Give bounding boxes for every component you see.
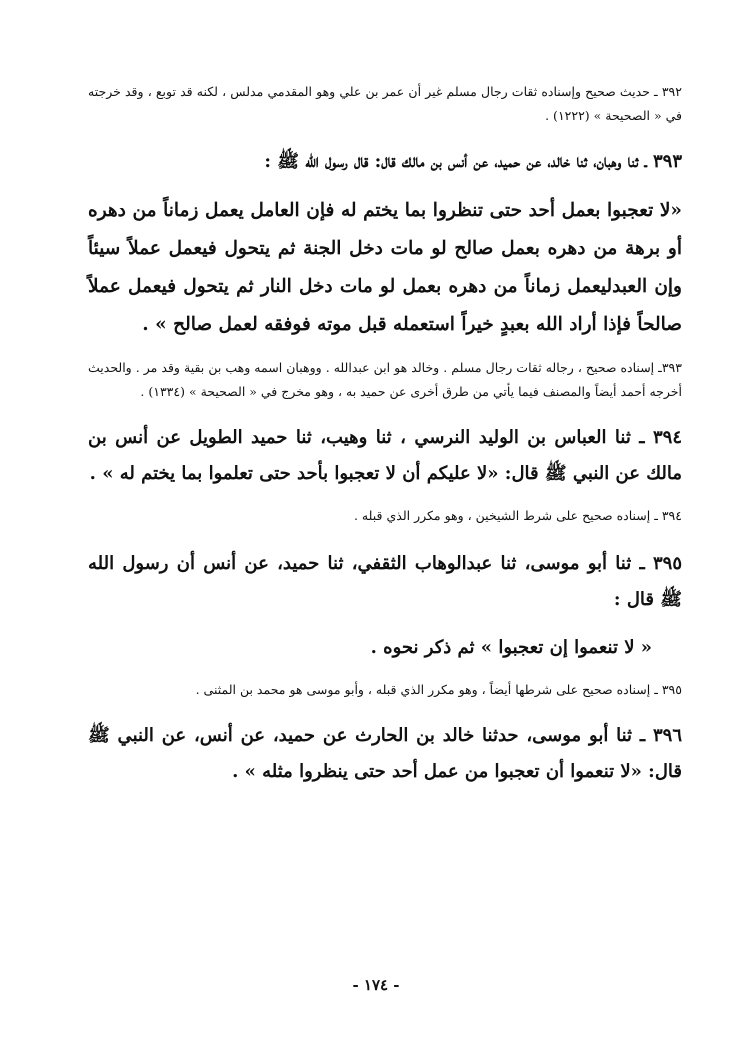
page-body xyxy=(88,80,682,802)
page-number: - ١٧٤ - xyxy=(352,976,400,994)
hadith-395-text-inner: « لا تنعموا إن تعجبوا » ثم ذكر نحوه . xyxy=(370,637,652,658)
footnote-393: ٣٩٣ـ إسناده صحيح ، رجاله ثقات رجال مسلم . وخالد هو ابن عبدالله . ووهبان اسمه وهب بن بقية وقد مر . والحديث أخرجه أحمد أيضاً والمصنف فيما يأتي من طرق أخرى عن حميد به ، وهو مخرج في « الصحيحة » (١٣٣٤) . xyxy=(88,360,682,399)
footnote-395: ٣٩٥ ـ إسناده صحيح على شرطها أيضاً ، وهو مكرر الذي قبله ، وأبو موسى هو محمد بن المثنى . xyxy=(195,682,682,697)
footnote-394: ٣٩٤ ـ إسناده صحيح على شرط الشيخين ، وهو مكرر الذي قبله . xyxy=(353,508,682,523)
hadith-393-text: «لا تعجبوا بعمل أحد حتى تنظروا بما يختم له فإن العامل يعمل زماناً من دهره أو برهة من دهره بعمل صالح لو مات دخل الجنة ثم يتحول فيعمل عملاً سيئاً وإن العبدليعمل زماناً من دهره بعمل لو مات دخل النار ثم يتحول فيعمل عملاً صالحاً فإذا أراد الله بعبدٍ خيراً استعمله قبل موته فوفقه لعمل صالح » . xyxy=(88,200,682,335)
hadith-395-text xyxy=(88,630,682,666)
hadith-395-chain: ٣٩٥ ـ ثنا أبو موسى، ثنا عبدالوهاب الثقفي، ثنا حميد، عن أنس أن رسول الله ﷺ قال : xyxy=(88,553,682,610)
hadith-396: ٣٩٦ ـ ثنا أبو موسى، حدثنا خالد بن الحارث عن حميد، عن أنس، عن النبي ﷺ قال: «لا تنعموا أن تعجبوا من عمل أحد حتى ينظروا مثله » . xyxy=(88,725,682,782)
footnote-392: ٣٩٢ ـ حديث صحيح وإسناده ثقات رجال مسلم غير أن عمر بن علي وهو المقدمي مدلس ، لكنه قد توبع ، وقد خرجته في « الصحيحة » (١٢٢٢) . xyxy=(88,84,682,123)
hadith-393-chain: ٣٩٣ ـ ثنا وهبان، ثنا خالد، عن حميد، عن أنس بن مالك قال: قال رسول الله ﷺ : xyxy=(264,151,682,172)
hadith-394: ٣٩٤ ـ ثنا العباس بن الوليد النرسي ، ثنا وهيب، ثنا حميد الطويل عن أنس بن مالك عن النبي ﷺ قال: «لا عليكم أن لا تعجبوا بأحد حتى تعلموا بما يختم له » . xyxy=(88,427,682,484)
